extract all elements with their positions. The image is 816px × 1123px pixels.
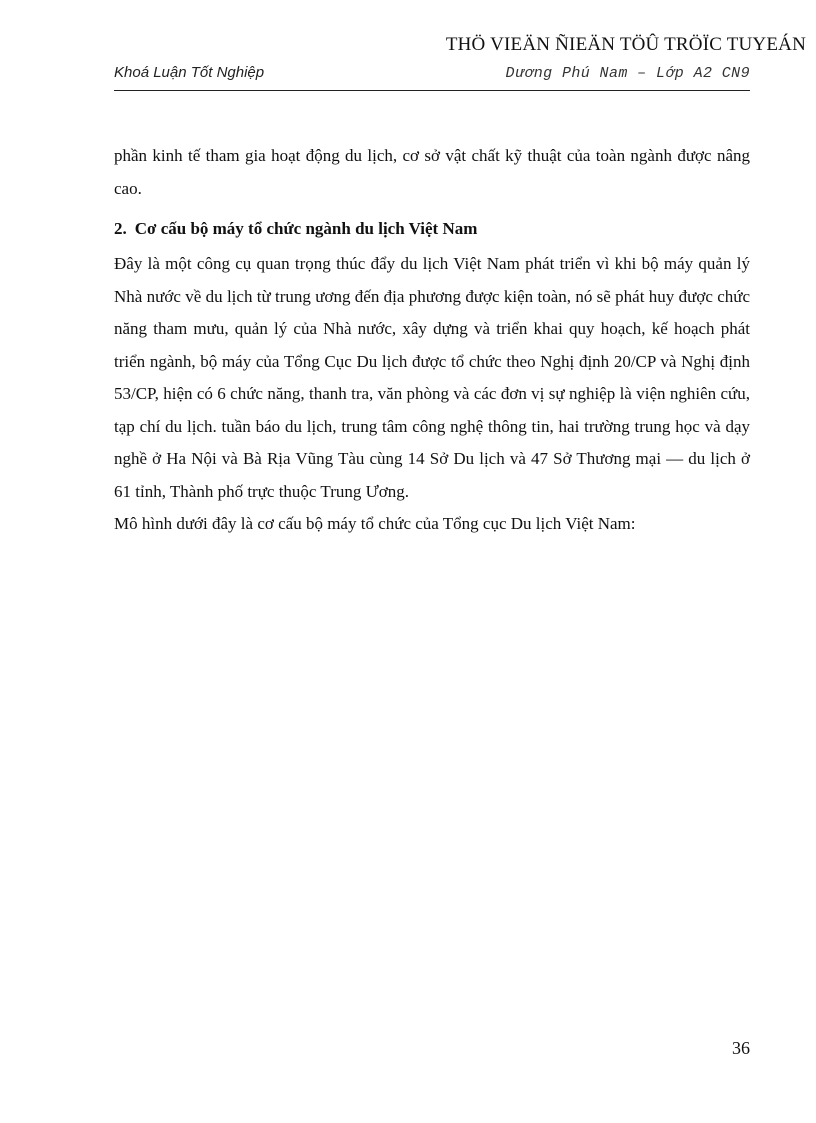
body-paragraph: Đây là một công cụ quan trọng thúc đẩy du lịch Việt Nam phát triển vì khi bộ máy quản lý Nhà nước về du lịch từ trung ương đến địa phương được kiện toàn, nó sẽ phát huy được chức năng tham mưu, quản lý của Nhà nước, xây dựng và triển khai quy hoạch, kế hoạch phát triển ngành, bộ máy của Tổng Cục Du lịch được tổ chức theo Nghị định 20/CP và Nghị định 53/CP, hiện có 6 chức năng, thanh tra, văn phòng và các đơn vị sự nghiệp là viện nghiên cứu, tạp chí du lịch. tuần báo du lịch, trung tâm công nghệ thông tin, hai trường trung học và dạy nghề ở Ha Nội và Bà Rịa Vũng Tàu cùng 14 Sở Du lịch và 47 Sở Thương mại — du lịch ở 61 tỉnh, Thành phố trực thuộc Trung Ương.: [114, 254, 750, 501]
page-number: 36: [732, 1038, 750, 1058]
section-title: Cơ cấu bộ máy tổ chức ngành du lịch Việt Nam: [134, 219, 478, 238]
closing-paragraph: Mô hình dưới đây là cơ cấu bộ máy tổ chức của Tổng cục Du lịch Việt Nam:: [114, 514, 636, 533]
intro-paragraph: phần kinh tế tham gia hoạt động du lịch, cơ sở vật chất kỹ thuật của toàn ngành được nâng cao.: [114, 146, 750, 198]
header-thesis-title: Khoá Luận Tốt Nghiệp: [114, 64, 265, 81]
header-author: Dương Phú Nam – Lớp A2 CN9: [505, 65, 750, 82]
section-heading: [114, 213, 750, 245]
watermark-text: THÖ VIEÄN ÑIEÄN TÖÛ TRÖÏC TUYEÁN: [445, 34, 806, 55]
section-number: 2.: [114, 219, 127, 238]
page-header: [114, 62, 750, 91]
page-body: [114, 140, 750, 541]
